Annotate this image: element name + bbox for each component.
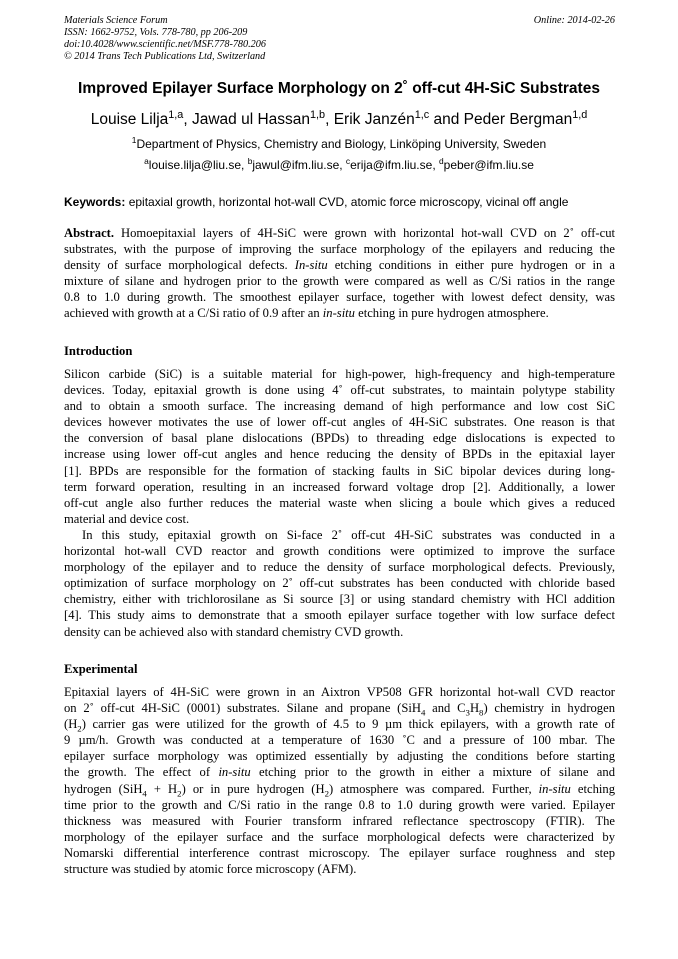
email-sup: c: [345, 156, 351, 166]
text-line: 0.8 to 1.0 during growth. The smoothest epilayer surface, together with lowest defect density, was: [64, 290, 615, 305]
text-line: off-cut angle also further reduces the material waste when slicing a boule which gives a reduced: [64, 495, 615, 510]
email-list: $^a$louise.lilja@liu.se, $^b$jawul@ifm.liu.se, $^c$erija@ifm.liu.se, $^d$peber@ifm.liu.se: [144, 156, 534, 172]
keywords-text: epitaxial growth, horizontal hot-wall CVD, atomic force microscopy, vicinal off angle: [128, 195, 569, 209]
text-line: devices however motivates the use of lower off-cut angles of 4H-SiC substrates. One reason is that: [64, 415, 615, 430]
text-line: increase using lower off-cut angles and hence reducing the density of BPDs in the epitaxial layer: [64, 447, 615, 462]
email-sup: a: [144, 156, 149, 166]
text-line: horizontal hot-wall CVD reactor and growth conditions were optimized to improve the surface: [64, 544, 615, 559]
affiliation-sup: 1: [131, 135, 137, 145]
text-line: morphology of the epilayer surface and the surface morphological defects were characterized by: [64, 829, 615, 844]
text-line: In this study, epitaxial growth on Si-face 2˚ off-cut 4H-SiC substrates was conducted in a: [82, 527, 615, 542]
text-line: Abstract. Homoepitaxial layers of 4H-SiC were grown with horizontal hot-wall CVD on 2˚ off-cut: [64, 226, 615, 240]
journal-name: Materials Science Forum: [64, 15, 168, 26]
experimental-body: [64, 684, 615, 877]
email-address: louise.lilja@liu.se: [148, 158, 242, 172]
text-line: devices. Today, epitaxial growth is done using 4˚ off-cut substrates, to maintain polytype stability: [64, 383, 615, 398]
text-line: $(H_2)$ carrier gas were utilized for the growth of 4.5 to 9 µm thick epilayers, with a growth rate of: [64, 717, 615, 734]
text-line: density of surface morphological defects. In-situ etching conditions in either pure hydrogen or in a: [64, 258, 615, 273]
journal-header: [64, 15, 615, 63]
author-name: Peder Bergman: [463, 111, 573, 128]
paper-title: Improved Epilayer Surface Morphology on 2˚ off-cut 4H-SiC Substrates: [78, 80, 600, 97]
text-line: substrates, with the purpose of improving the surface morphology of the epilayers and reducing the: [64, 242, 615, 257]
journal-copyright: © 2014 Trans Tech Publications Ltd, Switzerland: [64, 51, 266, 62]
text-line: on 2˚ off-cut 4H-SiC (0001) substrates. Silane and propane (SiH$_4$ and $C_3H_8$) chemistry in hydrogen: [64, 701, 615, 718]
author-affil-sup: 1,d: [572, 108, 588, 121]
text-line: term forward operation, resulting in an increased forward voltage drop [2]. Additionally, a lower: [64, 479, 615, 494]
online-date: Online: 2014-02-26: [533, 15, 615, 26]
journal-issn: ISSN: 1662-9752, Vols. 778-780, pp 206-209: [64, 27, 248, 38]
text-line: [4]. This study aims to demonstrate that a smooth epilayer surface together with low surface defect: [64, 608, 615, 623]
affiliation-text: Department of Physics, Chemistry and Biology, Linköping University, Sweden: [136, 137, 547, 151]
author-affil-sup: 1,b: [310, 108, 326, 121]
text-line: and to obtain a smooth surface. The increasing demand of high performance and low cost SiC: [64, 399, 615, 414]
text-line: Nomarski differential interference contrast microscopy. The epilayer surface roughness and step: [64, 845, 615, 860]
text-line: the growth. The effect of in-situ etching prior to the growth in either a mixture of silane and: [64, 765, 615, 780]
author-list: Louise Lilja$^{1,a}$, Jawad ul Hassan$^{1,b}$, Erik Janzén$^{1,c}$ and Peder Bergman$^{1,d}$: [90, 108, 588, 128]
text-line: Epitaxial layers of 4H-SiC were grown in an Aixtron VP508 GFR horizontal hot-wall CVD reactor: [64, 685, 615, 699]
text-line: morphology of the epilayer and to reduce the density of surface morphological defects. Previously,: [64, 560, 615, 575]
author-affil-sup: 1,a: [168, 108, 184, 121]
text-line: achieved with growth at a C/Si ratio of 0.9 after an in-situ etching in pure hydrogen atmosphere.: [64, 306, 549, 321]
email-sup: d: [438, 156, 444, 166]
text-line: density can be achieved also with standard chemistry CVD growth.: [64, 624, 404, 639]
author-affil-sup: 1,c: [414, 108, 430, 121]
email-address: erija@ifm.liu.se: [350, 158, 433, 172]
text-line: time prior to the growth and C/Si ratio in the range 0.8 to 1.0 during growth were varied. Epilayer: [64, 797, 615, 812]
text-line: thickness was measured with Fourier transform infrared reflectance spectroscopy (FTIR). The: [64, 813, 615, 828]
text-line: hydrogen $(SiH_4 + H_2)$ or in pure hydrogen $(H_2)$ atmosphere was compared. Further, in-situ etching: [64, 781, 615, 799]
abstract-body: [64, 225, 615, 322]
email-address: jawul@ifm.liu.se: [252, 158, 340, 172]
keywords-label: Keywords:: [64, 195, 126, 209]
author-name: Louise Lilja: [90, 111, 169, 128]
journal-doi: doi:10.4028/www.scientific.net/MSF.778-780.206: [64, 39, 266, 50]
text-line: the conversion of basal plane dislocations (BPDs) to threading edge dislocations is expected to: [64, 431, 615, 446]
introduction-body: [64, 366, 615, 640]
email-sup: b: [247, 156, 253, 166]
abstract-label: Abstract.: [64, 226, 115, 240]
text-line: structure was studied by atomic force microscopy (AFM).: [64, 862, 357, 877]
text-line: 9 µm/h. Growth was conducted at a temperature of 1630 ˚C and a pressure of 100 mbar. The: [64, 733, 615, 748]
text-line: Silicon carbide (SiC) is a suitable material for high-power, high-frequency and high-temperature: [64, 367, 615, 381]
experimental-heading: Experimental: [64, 662, 138, 676]
text-line: material and device cost.: [64, 511, 190, 526]
author-name: Jawad ul Hassan: [191, 111, 311, 128]
introduction-heading: Introduction: [64, 344, 133, 358]
text-line: [1]. BPDs are responsible for the formation of stacking faults in SiC bipolar devices during long-: [64, 463, 615, 478]
text-line: mixture of silane and hydrogen prior to the growth were compared as well as C/Si ratios in the range: [64, 274, 615, 289]
author-name: Erik Janzén: [333, 111, 415, 128]
affiliation: [30, 137, 648, 151]
keywords: [64, 195, 624, 209]
email-address: peber@ifm.liu.se: [443, 158, 534, 172]
text-line: chemistry, either with trichlorosilane as Si source [3] or using standard chemistry with HCl addition: [64, 592, 615, 607]
text-line: epilayer surface morphology was optimized essentially by adjusting the conditions before starting: [64, 749, 615, 764]
text-line: optimization of surface morphology on 2˚ off-cut substrates has been conducted with chloride based: [64, 576, 615, 591]
